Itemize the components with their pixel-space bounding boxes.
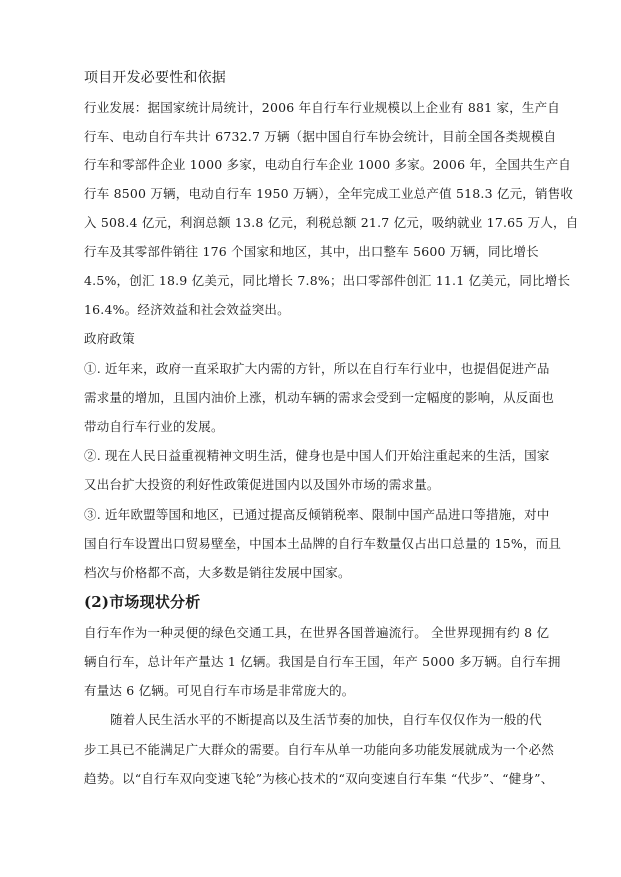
policy-line: 国自行车设置出口贸易壁垒，中国本土品牌的自行车数量仅占出口总量的 15%，而且 <box>84 536 562 551</box>
policy-line: ②. 现在人民日益重视精神文明生活，健身也是中国人们开始注重起来的生活，国家 <box>84 448 550 463</box>
market-line: 自行车作为一种灵便的绿色交通工具，在世界各国普遍流行。 全世界现拥有约 8 亿 <box>84 625 550 640</box>
market-line: 趋势。以“自行车双向变速飞轮”为核心技术的“双向变速自行车集 “代步”、“健身”、 <box>84 771 554 786</box>
industry-line: 行车及其零部件销往 176 个国家和地区，其中，出口整车 5600 万辆，同比增长 <box>84 244 539 259</box>
industry-line: 入 508.4 亿元，利润总额 13.8 亿元，利税总额 21.7 亿元，吸纳就业 17.65 万人，自 <box>84 215 579 230</box>
market-heading: (2)市场现状分析 <box>84 593 201 611</box>
industry-line: 行车 8500 万辆，电动自行车 1950 万辆），全年完成工业总产值 518.3 亿元，销售收 <box>84 186 574 201</box>
policy-line: 需求量的增加，且国内油价上涨，机动车辆的需求会受到一定幅度的影响，从反面也 <box>84 390 554 405</box>
section-title: 项目开发必要性和依据 <box>84 70 226 86</box>
policy-line: 又出台扩大投资的利好性政策促进国内以及国外市场的需求量。 <box>84 477 440 492</box>
policy-line: 档次与价格都不高，大多数是销往发展中国家。 <box>84 565 351 580</box>
industry-line: 16.4%。经济效益和社会效益突出。 <box>84 302 290 317</box>
industry-line: 行车和零部件企业 1000 多家，电动自行车企业 1000 多家。2006 年，全国共生产自 <box>84 157 572 172</box>
industry-line: 行业发展：据国家统计局统计，2006 年自行车行业规模以上企业有 881 家，生产自 <box>84 100 560 115</box>
market-line: 有量达 6 亿辆。可见自行车市场是非常庞大的。 <box>84 683 355 698</box>
market-line: 辆自行车，总计年产量达 1 亿辆。我国是自行车王国，年产 5000 多万辆。自行车拥 <box>84 654 561 669</box>
policy-line: ①. 近年来，政府一直采取扩大内需的方针，所以在自行车行业中，也提倡促进产品 <box>84 361 550 376</box>
industry-line: 行车、电动自行车共计 6732.7 万辆（据中国自行车协会统计，目前全国各类规模自 <box>84 129 557 144</box>
market-line: 随着人民生活水平的不断提高以及生活节奏的加快，自行车仅仅作为一般的代 <box>110 712 542 727</box>
policy-line: 带动自行车行业的发展。 <box>84 419 224 434</box>
market-line: 步工具已不能满足广大群众的需要。自行车从单一功能向多功能发展就成为一个必然 <box>84 742 554 757</box>
policy-line: ③. 近年欧盟等国和地区，已通过提高反倾销税率、限制中国产品进口等措施，对中 <box>84 507 550 522</box>
policy-heading: 政府政策 <box>84 331 135 346</box>
industry-line: 4.5%，创汇 18.9 亿美元，同比增长 7.8%；出口零部件创汇 11.1 亿美元，同比增长 <box>84 273 571 288</box>
